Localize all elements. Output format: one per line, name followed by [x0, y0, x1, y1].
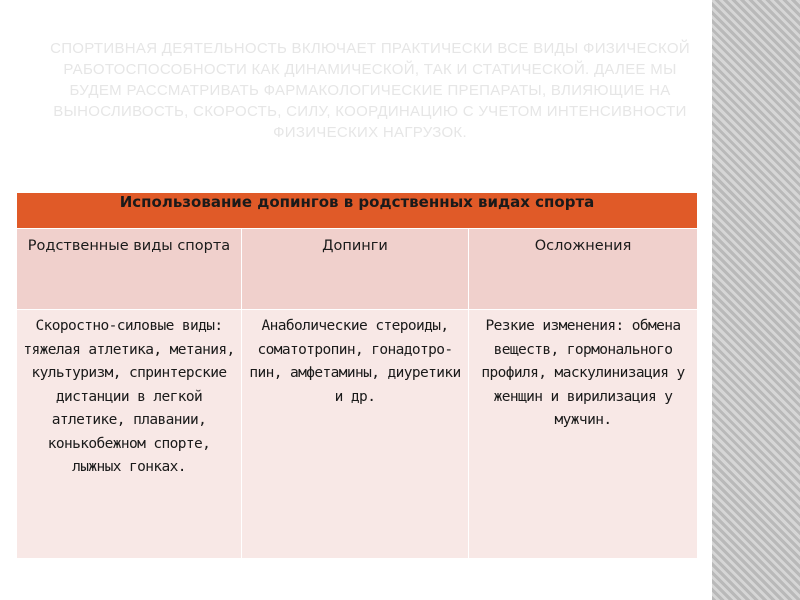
cell-doping: Анаболические стероиды, соматотропин, гонадотро-пин, амфетамины, диуретики и др.	[242, 310, 469, 559]
table-title-row	[17, 193, 698, 229]
column-header-doping: Допинги	[242, 229, 469, 310]
table-title: Использование допингов в родственных видах спорта	[17, 193, 698, 229]
column-header-sports: Родственные виды спорта	[17, 229, 242, 310]
table-header-row	[17, 229, 698, 310]
cell-complications: Резкие изменения: обмена веществ, гормонального профиля, маскулинизация у женщин и вирилизация у мужчин.	[469, 310, 698, 559]
decorative-stripe	[712, 0, 800, 600]
cell-sports: Скоростно-силовые виды: тяжелая атлетика, метания, культуризм, спринтерские дистанции в легкой атлетике, плавании, конькобежном спорте, лыжных гонках.	[17, 310, 242, 559]
table-row	[17, 310, 698, 559]
slide-heading: СПОРТИВНАЯ ДЕЯТЕЛЬНОСТЬ ВКЛЮЧАЕТ ПРАКТИЧЕСКИ ВСЕ ВИДЫ ФИЗИЧЕСКОЙ РАБОТОСПОСОБНОСТИ КАК ДИНАМИЧЕСКОЙ, ТАК И СТАТИЧЕСКОЙ. ДАЛЕЕ МЫ БУДЕМ РАССМАТРИВАТЬ ФАРМАКОЛОГИЧЕСКИЕ ПРЕПАРАТЫ, ВЛИЯЮЩИЕ НА ВЫНОСЛИВОСТЬ, СКОРОСТЬ, СИЛУ, КООРДИНАЦИЮ С УЧЕТОМ ИНТЕНСИВНОСТИ ФИЗИЧЕСКИХ НАГРУЗОК.	[50, 40, 690, 141]
column-header-complications: Осложнения	[469, 229, 698, 310]
doping-table	[16, 192, 698, 559]
